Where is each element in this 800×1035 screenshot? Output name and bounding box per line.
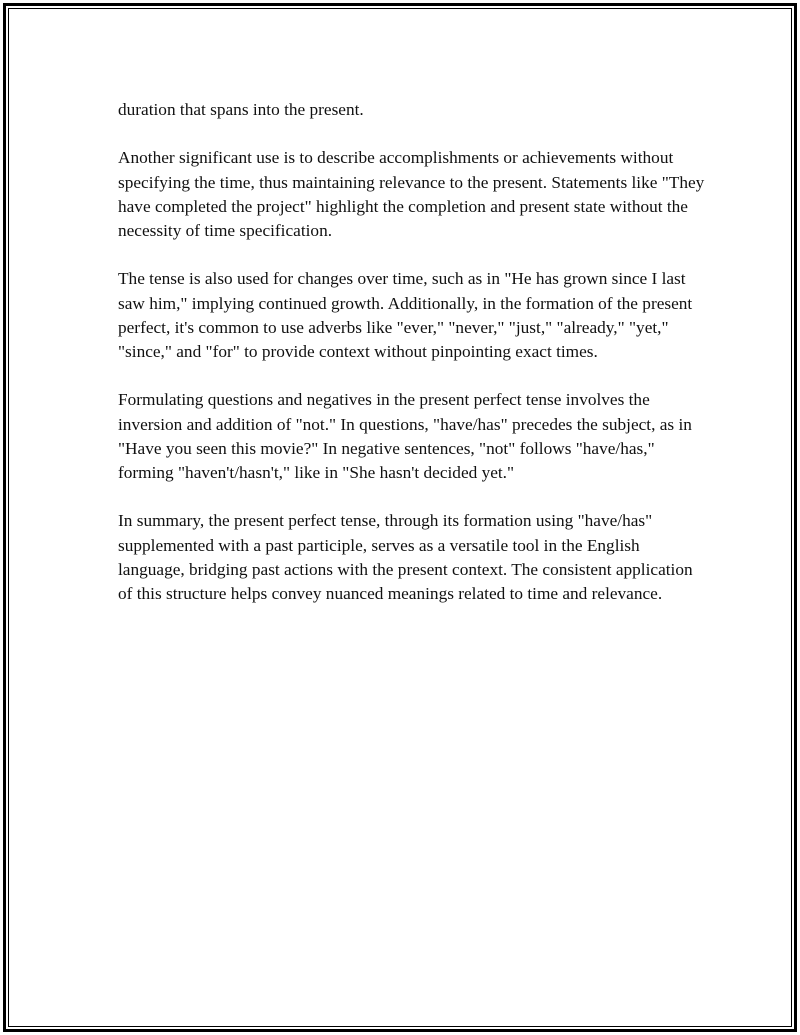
paragraph-summary: In summary, the present perfect tense, through its formation using "have/has" supplemented with a past participle, serves as a versatile tool in the English language, bridging past actions with the present context. The consistent application of this structure helps convey nuanced meanings related to time and relevance. — [118, 511, 693, 603]
paragraph-accomplishments: Another significant use is to describe accomplishments or achievements without specifying the time, thus maintaining relevance to the present. Statements like "They have completed the project" highlight the completion and present state without the necessity of time specification. — [118, 148, 705, 240]
page-frame — [3, 3, 797, 1032]
paragraph-questions-negatives: Formulating questions and negatives in the present perfect tense involves the inversion and addition of "not." In questions, "have/has" precedes the subject, as in "Have you seen this movie?" In negative sentences, "not" follows "have/has," forming "haven't/hasn't," like in "She hasn't decided yet." — [118, 390, 692, 482]
document-body — [118, 98, 708, 630]
paragraph-changes-over-time: The tense is also used for changes over time, such as in "He has grown since I last saw him," implying continued growth. Additionally, in the formation of the present perfect, it's common to use adverbs like "ever," "never," "just," "already," "yet," "since," and "for" to provide context without pinpointing exact times. — [118, 269, 693, 361]
paragraph-continuation: duration that spans into the present. — [118, 100, 364, 119]
